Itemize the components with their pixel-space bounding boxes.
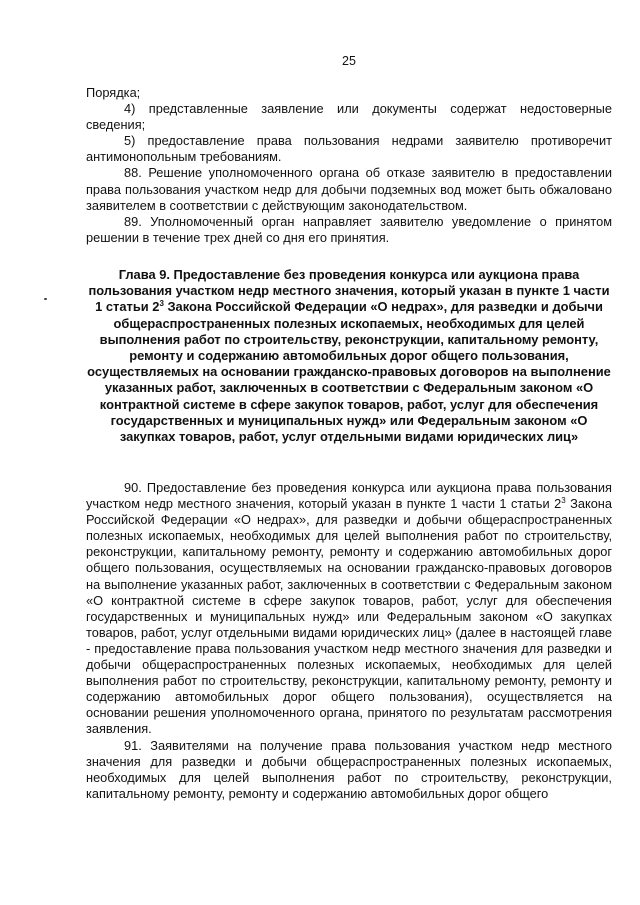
paragraph-item-5: 5) предоставление права пользования недрами заявителю противоречит антимонопольным требованиям. — [86, 133, 612, 165]
chapter-heading — [86, 267, 612, 445]
paragraph-90 — [86, 480, 612, 738]
paragraph-item-4: 4) представленные заявление или документы содержат недостоверные сведения; — [86, 101, 612, 133]
top-section — [86, 85, 612, 246]
chapter-heading-text: Глава 9. Предоставление без проведения конкурса или аукциона права пользования участком недр местного значения, который указан в пункте 1 части 1 статьи 2 — [88, 267, 610, 315]
chapter-heading-superscript: 3 — [159, 299, 164, 309]
paragraph-88: 88. Решение уполномоченного органа об отказе заявителю в предоставлении права пользования участком недр для добычи подземных вод может быть обжаловано заявителем в соответствии с действующим законодательством. — [86, 165, 612, 213]
paragraph-continuation: Порядка; — [86, 85, 141, 100]
paragraph-90-superscript: 3 — [561, 496, 566, 506]
scan-speck — [44, 298, 47, 300]
page-number: 25 — [342, 54, 356, 68]
main-section — [86, 480, 612, 802]
paragraph-89: 89. Уполномоченный орган направляет заявителю уведомление о принятом решении в течение трех дней со дня его принятия. — [86, 213, 612, 245]
document-page — [86, 0, 612, 905]
chapter-heading-text-continued: Закона Российской Федерации «О недрах», для разведки и добычи общераспространенных полезных ископаемых, необходимых для целей выполнения работ по строительству, реконструкции, капитальному ремонту, ремонту и содержанию автомобильных дорог общего пользования, осуществляемых на основании гражданско-правовых договоров на выполнение указанных работ, заключенных в соответствии с Федеральным законом «О контрактной системе в сфере закупок товаров, работ, услуг для обеспечения государственных и муниципальных нужд» или Федеральным законом «О закупках товаров, работ, услуг отдельными видами юридических лиц» — [87, 299, 611, 445]
paragraph-90-text-continued: Закона Российской Федерации «О недрах», для разведки и добычи общераспространенных полезных ископаемых, необходимых для целей выполнения работ по строительству, реконструкции, капитальному ремонту, ремонту и содержанию автомобильных дорог общего пользования, осуществляемых на основании гражданско-правовых договоров на выполнение указанных работ, заключенных в соответствии с Федеральным законом «О контрактной системе в сфере закупок товаров, работ, услуг для обеспечения государственных и муниципальных нужд» или Федеральным законом «О закупках товаров, работ, услуг отдельными видами юридических лиц» (далее в настоящей главе - предоставление права пользования участком недр местного значения для разведки и добычи общераспространенных полезных ископаемых, необходимых для целей выполнения работ по строительству, реконструкции, капитальному ремонту, ремонту и содержанию автомобильных дорог общего пользования), осуществляется на основании решения уполномоченного органа, принятого по результатам рассмотрения заявления. — [86, 496, 612, 737]
paragraph-91: 91. Заявителями на получение права пользования участком недр местного значения для разведки и добычи общераспространенных полезных ископаемых, необходимых для целей выполнения работ по строительству, реконструкции, капитальному ремонту, ремонту и содержанию автомобильных дорог общего — [86, 737, 612, 801]
paragraph-90-text: 90. Предоставление без проведения конкурса или аукциона права пользования участком недр местного значения, который указан в пункте 1 части 1 статьи 2 — [86, 480, 612, 512]
